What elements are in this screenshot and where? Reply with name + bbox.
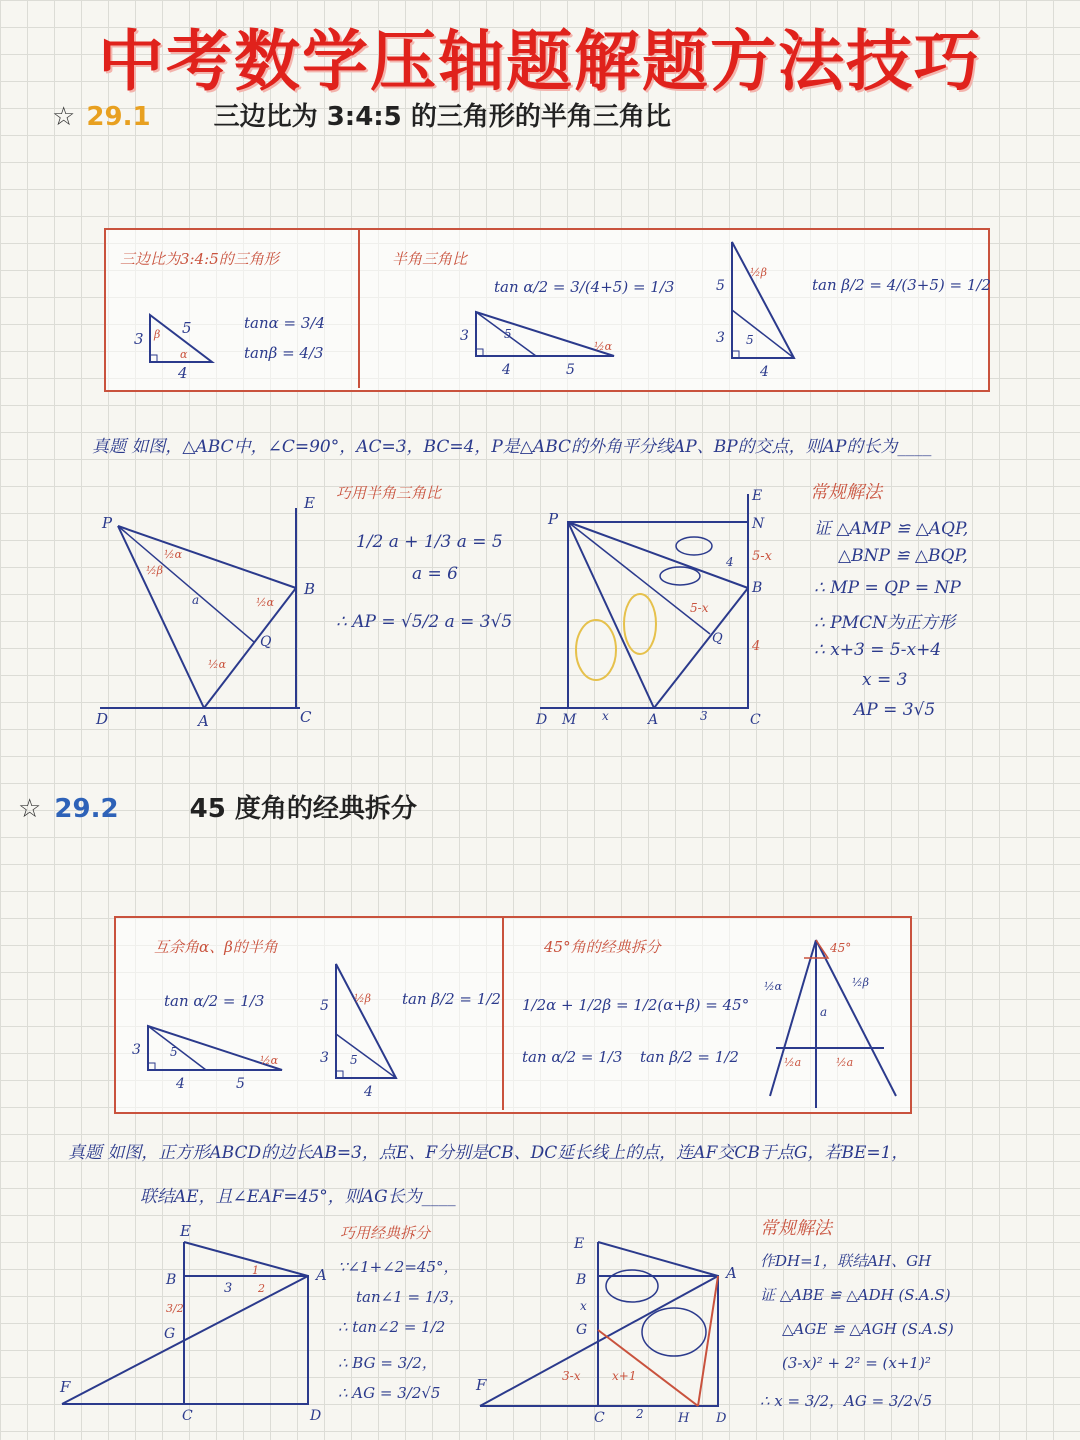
- section2-problem-line2: 联结AE，且∠EAF=45°，则AG长为____: [140, 1187, 456, 1207]
- method2-line-7: AP = 3√5: [854, 700, 936, 720]
- svg-text:A: A: [316, 1266, 327, 1284]
- svg-text:C: C: [594, 1410, 605, 1426]
- svg-text:E: E: [752, 488, 763, 504]
- panel-divider: [358, 230, 360, 388]
- half-alpha-diagram-2: [124, 1010, 294, 1100]
- half-alpha-diagram: [450, 300, 630, 380]
- star-icon: ☆: [18, 794, 42, 824]
- svg-text:3: 3: [224, 1281, 233, 1296]
- svg-text:3: 3: [134, 330, 144, 348]
- half-beta-formula: tan β/2 = 4/(3+5) = 1/2: [812, 276, 991, 294]
- svg-text:B: B: [752, 580, 763, 596]
- method2-line-4-2: (3-x)² + 2² = (x+1)²: [782, 1354, 931, 1372]
- svg-text:½α: ½α: [594, 340, 613, 353]
- svg-text:H: H: [678, 1411, 690, 1426]
- section1-header: [52, 96, 671, 133]
- svg-text:3: 3: [460, 328, 469, 344]
- method2-line-1: 证 △AMP ≌ △AQP,: [814, 519, 969, 539]
- svg-text:5: 5: [716, 278, 725, 294]
- panel-right-title: 半角三角比: [392, 250, 468, 268]
- svg-text:2: 2: [636, 1407, 644, 1421]
- svg-text:4: 4: [752, 639, 761, 654]
- method1-line-2: a = 6: [412, 564, 459, 584]
- svg-text:D: D: [716, 1411, 727, 1426]
- svg-text:4: 4: [726, 555, 734, 569]
- svg-text:G: G: [164, 1326, 176, 1342]
- svg-text:α: α: [180, 348, 188, 361]
- svg-text:P: P: [548, 510, 559, 528]
- svg-text:a: a: [820, 1005, 828, 1019]
- svg-text:½α: ½α: [208, 658, 227, 671]
- star-icon: ☆: [52, 102, 76, 132]
- svg-text:3: 3: [716, 330, 725, 346]
- svg-text:x: x: [602, 709, 609, 723]
- method1-line-1-2: ∵∠1+∠2=45°，: [338, 1258, 459, 1276]
- svg-text:4: 4: [760, 364, 769, 380]
- problem2-diagram-a: [52, 1220, 342, 1426]
- svg-text:5: 5: [566, 362, 575, 378]
- method2-line-5-2: ∴ x = 3/2，AG = 3/2√5: [760, 1392, 933, 1410]
- tan-alpha-formula: tanα = 3/4: [244, 314, 326, 332]
- section2-heading: 45 度角的经典拆分: [189, 794, 417, 824]
- svg-text:½β: ½β: [146, 564, 164, 577]
- method1-title-2: 巧用经典拆分: [340, 1224, 431, 1242]
- method1-line-2-2: tan∠1 = 1/3，: [356, 1288, 464, 1306]
- svg-text:3-x: 3-x: [562, 1369, 581, 1383]
- section1-problem: 真题 如图，△ABC中，∠C=90°，AC=3，BC=4，P是△ABC的外角平分线AP、BP的交点，则AP的长为____: [92, 437, 932, 457]
- method2-line-4: ∴ PMCN为正方形: [814, 613, 955, 633]
- svg-text:½a: ½a: [836, 1056, 854, 1069]
- svg-text:N: N: [752, 516, 765, 532]
- panel-left-title-2: 互余角α、β的半角: [154, 938, 278, 956]
- svg-text:½α: ½α: [260, 1054, 279, 1067]
- svg-text:β: β: [154, 328, 161, 341]
- section2-number: 29.2: [54, 794, 119, 824]
- svg-text:3/2: 3/2: [166, 1302, 184, 1315]
- method2-line-2: △BNP ≌ △BQP,: [838, 546, 968, 566]
- svg-text:½β: ½β: [852, 976, 870, 989]
- problem1-diagram-a: [90, 488, 330, 728]
- svg-text:4: 4: [502, 362, 511, 378]
- svg-text:x: x: [580, 1299, 587, 1313]
- method1-line-3-2: ∴ tan∠2 = 1/2: [338, 1318, 446, 1336]
- panel-divider: [502, 918, 504, 1110]
- left-formula-1: tan α/2 = 1/3: [164, 992, 265, 1010]
- section2-problem-line1: 真题 如图，正方形ABCD的边长AB=3，点E、F分别是CB、DC延长线上的点，连AF交CB于点G，若BE=1，: [68, 1143, 909, 1163]
- svg-text:½a: ½a: [784, 1056, 802, 1069]
- svg-text:Q: Q: [712, 631, 723, 646]
- svg-text:½α: ½α: [256, 596, 275, 609]
- svg-text:D: D: [536, 712, 548, 728]
- right-formula-2: tan β/2 = 1/2: [640, 1048, 739, 1066]
- method1-title: 巧用半角三角比: [336, 484, 442, 502]
- svg-text:5-x: 5-x: [752, 549, 772, 564]
- svg-text:A: A: [198, 712, 209, 728]
- svg-text:4: 4: [178, 364, 188, 380]
- problem1-diagram-b: [530, 484, 790, 734]
- page-title: 中考数学压轴题解题方法技巧: [98, 23, 982, 100]
- svg-text:Q: Q: [260, 634, 272, 650]
- method1-line-3: ∴ AP = √5/2 a = 3√5: [336, 612, 513, 632]
- svg-text:E: E: [180, 1222, 191, 1240]
- section1-number: 29.1: [86, 102, 151, 132]
- svg-text:½β: ½β: [354, 992, 372, 1005]
- method2-line-6: x = 3: [862, 670, 908, 690]
- svg-text:5: 5: [746, 333, 754, 347]
- half-beta-diagram: [710, 238, 810, 380]
- split-45-diagram: [756, 930, 906, 1110]
- half-alpha-formula: tan α/2 = 3/(4+5) = 1/3: [494, 278, 675, 296]
- method1-line-1: 1/2 a + 1/3 a = 5: [356, 532, 503, 552]
- svg-text:A: A: [726, 1264, 737, 1282]
- svg-text:5-x: 5-x: [690, 601, 709, 615]
- svg-text:5: 5: [350, 1053, 358, 1067]
- svg-text:2: 2: [258, 1282, 265, 1295]
- svg-text:C: C: [300, 708, 312, 726]
- section1-heading: 三边比为 3:4:5 的三角形的半角三角比: [213, 102, 671, 132]
- svg-text:D: D: [310, 1408, 322, 1424]
- panel-right-title-2: 45°角的经典拆分: [544, 938, 661, 956]
- svg-text:A: A: [648, 712, 659, 728]
- svg-text:½α: ½α: [164, 548, 183, 561]
- svg-text:E: E: [574, 1236, 585, 1252]
- method2-line-3: ∴ MP = QP = NP: [814, 578, 961, 598]
- tan-beta-formula: tanβ = 4/3: [244, 344, 324, 362]
- method2-line-2-2: 证 △ABE ≌ △ADH (S.A.S): [760, 1286, 951, 1304]
- svg-text:3: 3: [132, 1042, 141, 1058]
- svg-text:x+1: x+1: [612, 1369, 637, 1383]
- svg-text:4: 4: [176, 1076, 185, 1092]
- problem2-diagram-b: [470, 1226, 750, 1426]
- triangle-345-diagram: [120, 300, 230, 380]
- method2-line-3-2: △AGE ≌ △AGH (S.A.S): [782, 1320, 954, 1338]
- svg-text:M: M: [562, 712, 577, 728]
- svg-text:D: D: [96, 710, 109, 728]
- svg-text:G: G: [576, 1322, 588, 1338]
- svg-text:½α: ½α: [764, 980, 783, 993]
- svg-text:4: 4: [364, 1084, 373, 1100]
- svg-text:F: F: [476, 1376, 487, 1394]
- svg-text:C: C: [750, 712, 761, 728]
- method2-title: 常规解法: [810, 482, 882, 503]
- svg-text:5: 5: [236, 1076, 245, 1092]
- svg-text:3: 3: [700, 709, 708, 723]
- svg-text:B: B: [576, 1272, 587, 1288]
- svg-text:5: 5: [504, 327, 512, 341]
- svg-text:45°: 45°: [830, 941, 852, 955]
- svg-text:a: a: [192, 593, 200, 607]
- method2-title-2: 常规解法: [760, 1218, 832, 1239]
- svg-text:E: E: [304, 494, 315, 512]
- svg-text:P: P: [102, 514, 113, 532]
- svg-text:½β: ½β: [750, 266, 768, 279]
- method2-line-5: ∴ x+3 = 5-x+4: [814, 640, 942, 660]
- method1-line-5-2: ∴ AG = 3/2√5: [338, 1384, 441, 1402]
- svg-text:5: 5: [170, 1045, 178, 1059]
- right-formula-1: tan α/2 = 1/3: [522, 1048, 623, 1066]
- half-beta-diagram-2: [314, 958, 414, 1100]
- left-formula-2: tan β/2 = 1/2: [402, 990, 501, 1008]
- method1-line-4-2: ∴ BG = 3/2，: [338, 1354, 437, 1372]
- sum-formula: 1/2α + 1/2β = 1/2(α+β) = 45°: [522, 996, 750, 1014]
- svg-text:5: 5: [182, 319, 192, 337]
- svg-text:B: B: [166, 1272, 177, 1288]
- method2-line-1-2: 作DH=1，联结AH、GH: [760, 1252, 932, 1270]
- svg-text:3: 3: [320, 1050, 329, 1066]
- section2-header: [18, 788, 417, 825]
- svg-text:B: B: [304, 580, 316, 598]
- panel-left-title: 三边比为3:4:5的三角形: [120, 250, 279, 268]
- svg-text:1: 1: [252, 1264, 259, 1277]
- svg-text:C: C: [182, 1408, 193, 1424]
- svg-text:5: 5: [320, 998, 329, 1014]
- svg-text:F: F: [60, 1378, 71, 1396]
